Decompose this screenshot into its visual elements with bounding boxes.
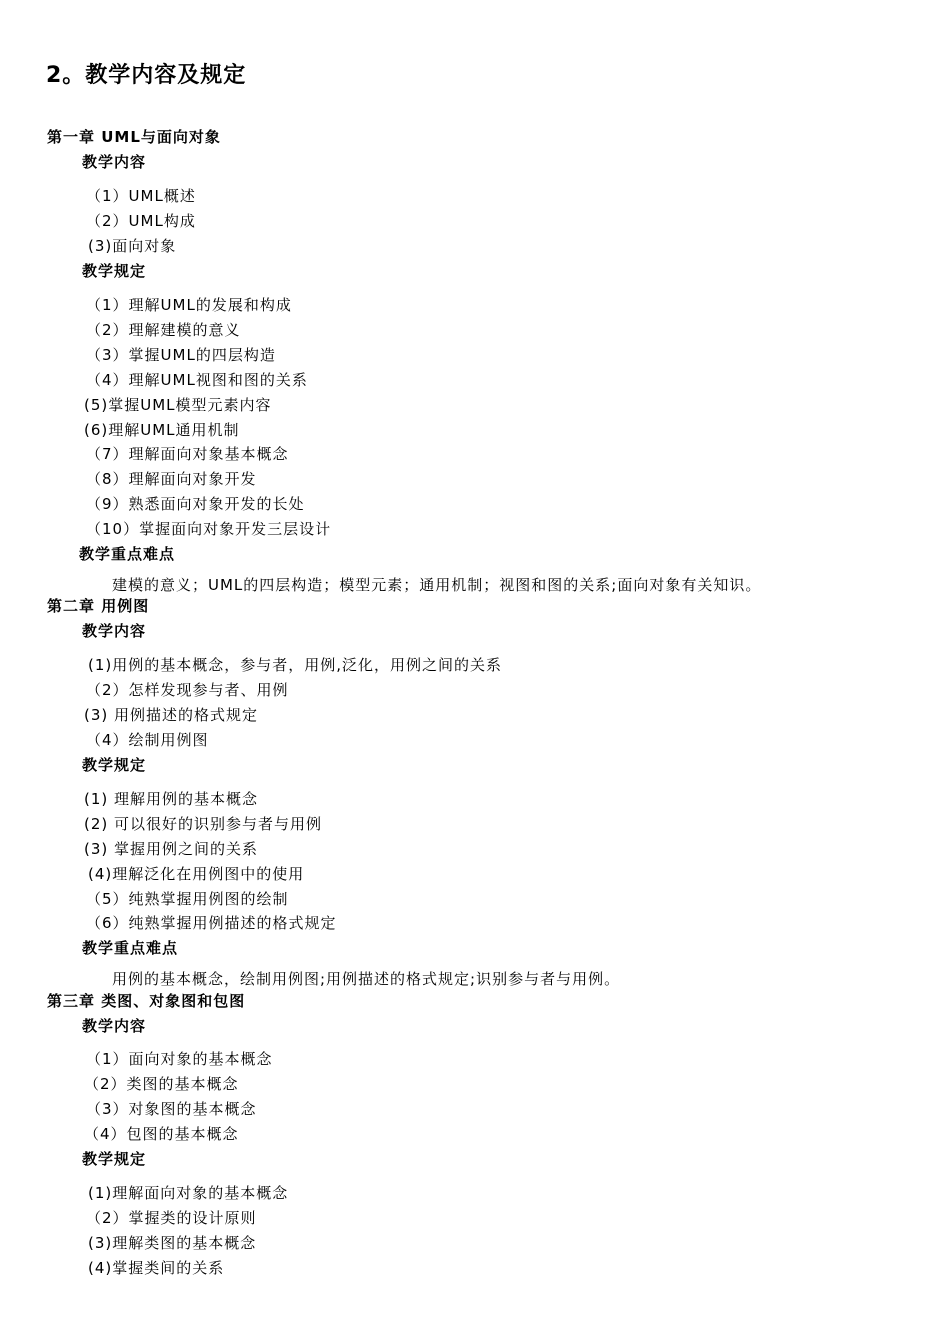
ch2-req-item: (4)理解泛化在用例图中的使用 xyxy=(88,865,305,883)
chapter-3-title: 第三章 类图、对象图和包图 xyxy=(47,992,246,1010)
ch1-content-item: (3)面向对象 xyxy=(88,237,177,255)
chapter-1-title: 第一章 UML与面向对象 xyxy=(47,128,221,146)
ch1-req-item: （2）理解建模的意义 xyxy=(86,321,241,339)
ch1-req-item: （4）理解UML视图和图的关系 xyxy=(86,371,308,389)
ch2-req-item: (1) 理解用例的基本概念 xyxy=(84,790,259,808)
ch3-req-item: (1)理解面向对象的基本概念 xyxy=(88,1184,289,1202)
ch2-req-item: （6）纯熟掌握用例描述的格式规定 xyxy=(86,914,337,932)
ch1-req-item: （1）理解UML的发展和构成 xyxy=(86,296,292,314)
ch1-key-heading: 教学重点难点 xyxy=(79,545,176,563)
ch3-req-item: (4)掌握类间的关系 xyxy=(88,1259,225,1277)
ch2-content-item: (3) 用例描述的格式规定 xyxy=(84,706,259,724)
ch1-req-item: （8）理解面向对象开发 xyxy=(86,470,257,488)
ch3-req-item: (3)理解类图的基本概念 xyxy=(88,1234,257,1252)
ch2-req-heading: 教学规定 xyxy=(82,756,147,774)
document-title: 2。教学内容及规定 xyxy=(46,63,247,88)
ch2-req-item: (3) 掌握用例之间的关系 xyxy=(84,840,259,858)
ch2-key-text: 用例的基本概念，绘制用例图;用例描述的格式规定;识别参与者与用例。 xyxy=(112,970,621,988)
ch1-req-item: （10）掌握面向对象开发三层设计 xyxy=(86,520,332,538)
ch2-req-item: （5）纯熟掌握用例图的绘制 xyxy=(86,890,289,908)
ch1-req-item: （9）熟悉面向对象开发的长处 xyxy=(86,495,305,513)
ch1-req-item: （3）掌握UML的四层构造 xyxy=(86,346,276,364)
ch2-content-item: (1)用例的基本概念，参与者，用例,泛化，用例之间的关系 xyxy=(88,656,503,674)
ch2-req-item: (2) 可以很好的识别参与者与用例 xyxy=(84,815,323,833)
ch1-req-heading: 教学规定 xyxy=(82,262,147,280)
ch3-content-item: （2）类图的基本概念 xyxy=(84,1075,239,1093)
ch1-req-item: （7）理解面向对象基本概念 xyxy=(86,445,289,463)
ch1-req-item: (5)掌握UML模型元素内容 xyxy=(84,396,272,414)
ch1-content-heading: 教学内容 xyxy=(82,153,147,171)
ch3-req-item: （2）掌握类的设计原则 xyxy=(86,1209,257,1227)
ch3-content-item: （3）对象图的基本概念 xyxy=(86,1100,257,1118)
ch2-content-heading: 教学内容 xyxy=(82,622,147,640)
ch1-content-item: （2）UML构成 xyxy=(86,212,196,230)
ch2-content-item: （4）绘制用例图 xyxy=(86,731,209,749)
chapter-2-title: 第二章 用例图 xyxy=(47,597,150,615)
ch2-content-item: （2）怎样发现参与者、用例 xyxy=(86,681,289,699)
ch2-key-heading: 教学重点难点 xyxy=(82,939,179,957)
ch3-content-heading: 教学内容 xyxy=(82,1017,147,1035)
ch1-content-item: （1）UML概述 xyxy=(86,187,196,205)
ch3-content-item: （1）面向对象的基本概念 xyxy=(86,1050,273,1068)
ch1-key-text: 建模的意义；UML的四层构造；模型元素；通用机制；视图和图的关系;面向对象有关知识。 xyxy=(112,576,762,594)
ch3-content-item: （4）包图的基本概念 xyxy=(84,1125,239,1143)
ch1-req-item: (6)理解UML通用机制 xyxy=(84,421,240,439)
ch3-req-heading: 教学规定 xyxy=(82,1150,147,1168)
